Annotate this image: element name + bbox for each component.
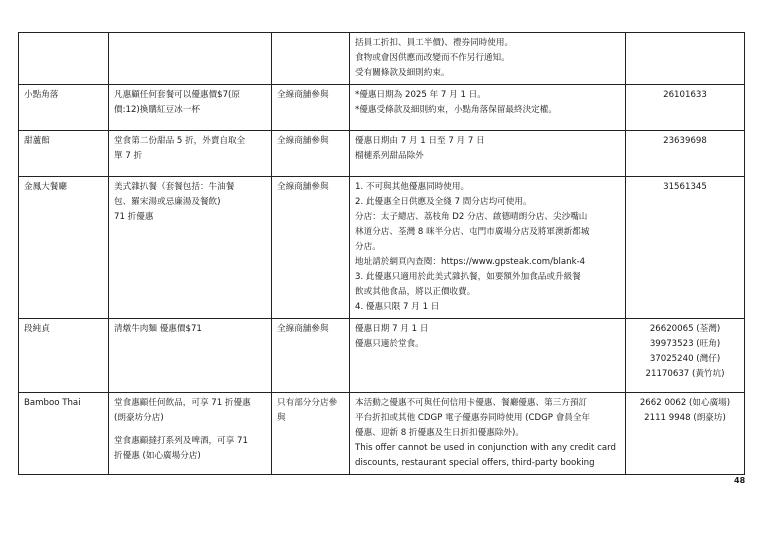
terms-text-cell — [350, 319, 626, 393]
terms-text-line: 受有關條款及細則約束。 — [355, 68, 450, 78]
offer-text-line: 清燉牛肉麵 優惠價$71 — [114, 324, 202, 334]
participating-shops: 全線商舖參與 — [277, 324, 329, 334]
participating-shops-cell — [272, 85, 350, 131]
offer-text-line: 折優惠 (如心廣場分店) — [114, 451, 201, 461]
offer-text-line: 堂食第二份甜品 5 折，外賣自取全 — [114, 136, 246, 146]
phone-number-cell — [626, 177, 745, 319]
restaurant-name: 段純貞 — [24, 324, 50, 334]
terms-text-line: 優惠只適於堂食。 — [355, 339, 424, 349]
offer-text-line: 堂食惠顧撻打系列及啤酒，可享 71 — [114, 436, 248, 446]
phone-number-cell — [626, 85, 745, 131]
phone-number-cell — [626, 131, 745, 177]
phone-number-line: 26101633 — [663, 90, 707, 100]
terms-text-line: 飲或其他食品，將以正價收費。 — [355, 287, 476, 297]
blank-line — [114, 426, 266, 434]
offer-text-cell — [109, 319, 272, 393]
terms-text-line: 本活動之優惠不可與任何信用卡優惠、餐廳優惠、第三方預訂 — [355, 398, 588, 408]
participating-shops-cell — [272, 131, 350, 177]
phone-number-line: 39973523 (旺角) — [649, 339, 721, 349]
offer-text-cell — [109, 131, 272, 177]
terms-text-cell — [350, 33, 626, 85]
restaurant-name: 小點角落 — [24, 90, 59, 100]
offer-text-cell — [109, 393, 272, 475]
offer-text-line: (朗豪坊分店) — [114, 413, 164, 423]
phone-number-line: 2111 9948 (朗豪坊) — [644, 413, 726, 423]
restaurant-name-cell — [19, 131, 109, 177]
restaurant-name-cell — [19, 85, 109, 131]
phone-number-cell — [626, 33, 745, 85]
restaurant-name: 金鳳大餐廳 — [24, 182, 67, 192]
participating-shops-cell — [272, 319, 350, 393]
restaurant-name: 甜蘆館 — [24, 136, 50, 146]
phone-number-line: 37025240 (灣仔) — [649, 354, 721, 364]
terms-text-line: 榴槤系列甜品除外 — [355, 151, 424, 161]
terms-text-line: 4. 優惠只限 7 月 1 日 — [355, 302, 440, 312]
table-row — [19, 177, 745, 319]
phone-number-line: 2662 0062 (如心廣場) — [639, 398, 731, 408]
terms-text-line: 平台折扣或其他 CDGP 電子優惠券同時使用 (CDGP 會員全年 — [355, 413, 591, 423]
restaurant-name-cell — [19, 33, 109, 85]
table-row — [19, 131, 745, 177]
terms-text-line: *優惠日期為 2025 年 7 月 1 日。 — [355, 90, 486, 100]
table-row — [19, 319, 745, 393]
terms-text-cell — [350, 85, 626, 131]
terms-text-line: 林道分店、荃灣 8 咪半分店、屯門市廣場分店及將軍澳新都城 — [355, 227, 590, 237]
terms-text-line: 1. 不可與其他優惠同時使用。 — [355, 182, 470, 192]
phone-number-line: 21170637 (黃竹坑) — [645, 369, 725, 379]
table-row — [19, 85, 745, 131]
terms-text-line: This offer cannot be used in conjunction with any credit card — [355, 443, 616, 453]
offer-text-line: 價:12)換購紅豆冰一杯 — [114, 105, 200, 115]
terms-text-cell — [350, 177, 626, 319]
terms-text-line: 優惠日期由 7 月 1 日至 7 月 7 日 — [355, 136, 485, 146]
terms-text-cell — [350, 393, 626, 475]
terms-text-line: *優惠受條款及細則約束，小點角落保留最終決定權。 — [355, 105, 557, 115]
phone-number-line: 31561345 — [663, 182, 707, 192]
restaurant-name-cell — [19, 393, 109, 475]
offer-text-cell — [109, 33, 272, 85]
phone-number-line: 23639698 — [663, 136, 707, 146]
participating-shops-cell — [272, 33, 350, 85]
offer-text-cell — [109, 177, 272, 319]
offer-text-line: 包、羅宋湯或忌廉湯及餐飲) — [114, 197, 221, 207]
terms-text-line: 食物或會因供應而改變而不作另行通知。 — [355, 53, 510, 63]
participating-shops-cell — [272, 177, 350, 319]
restaurant-name-cell — [19, 177, 109, 319]
participating-shops: 全線商舖參與 — [277, 182, 329, 192]
offer-text-line: 單 7 折 — [114, 151, 143, 161]
table-row — [19, 393, 745, 475]
page-number: 48 — [734, 476, 746, 485]
phone-number-line: 26620065 (荃灣) — [649, 324, 721, 334]
terms-text-line: 括員工折扣、員工半價)、禮券同時使用。 — [355, 38, 514, 48]
participating-shops: 只有部分分店參與 — [277, 398, 338, 423]
terms-text-cell — [350, 131, 626, 177]
phone-number-cell — [626, 319, 745, 393]
terms-text-line: 地址請於網頁內查閱：https://www.gpsteak.com/blank-4 — [355, 257, 586, 267]
terms-text-line: 分店。 — [355, 242, 381, 252]
participating-shops: 全線商舖參與 — [277, 90, 329, 100]
participating-shops: 全線商舖參與 — [277, 136, 329, 146]
terms-text-line: 2. 此優惠全日供應及全綫 7 間分店均可使用。 — [355, 197, 532, 207]
participating-shops-cell — [272, 393, 350, 475]
phone-number-cell — [626, 393, 745, 475]
offer-text-line: 71 折優惠 — [114, 212, 154, 222]
offers-table-body — [19, 33, 745, 475]
offers-table — [18, 32, 745, 475]
table-row — [19, 33, 745, 85]
restaurant-name-cell — [19, 319, 109, 393]
terms-text-line: 優惠、迎新 8 折優惠及生日折扣優惠除外)。 — [355, 428, 524, 438]
terms-text-line: discounts, restaurant special offers, third-party booking — [355, 458, 595, 468]
terms-text-line: 分店：太子總店、荔枝角 D2 分店、啟德晴朗分店、尖沙嘴山 — [355, 212, 588, 222]
terms-text-line: 3. 此優惠只適用於此美式雜扒餐，如要額外加食品或升級餐 — [355, 272, 581, 282]
offer-text-line: 凡惠顧任何套餐可以優惠價$7(原 — [114, 90, 241, 100]
terms-text-line: 優惠日期 7 月 1 日 — [355, 324, 429, 334]
offer-text-line: 美式雜扒餐（套餐包括：牛油餐 — [114, 182, 235, 192]
offer-text-cell — [109, 85, 272, 131]
offer-text-line: 堂食惠顧任何飲品，可享 71 折優惠 — [114, 398, 251, 408]
restaurant-name: Bamboo Thai — [24, 398, 81, 408]
